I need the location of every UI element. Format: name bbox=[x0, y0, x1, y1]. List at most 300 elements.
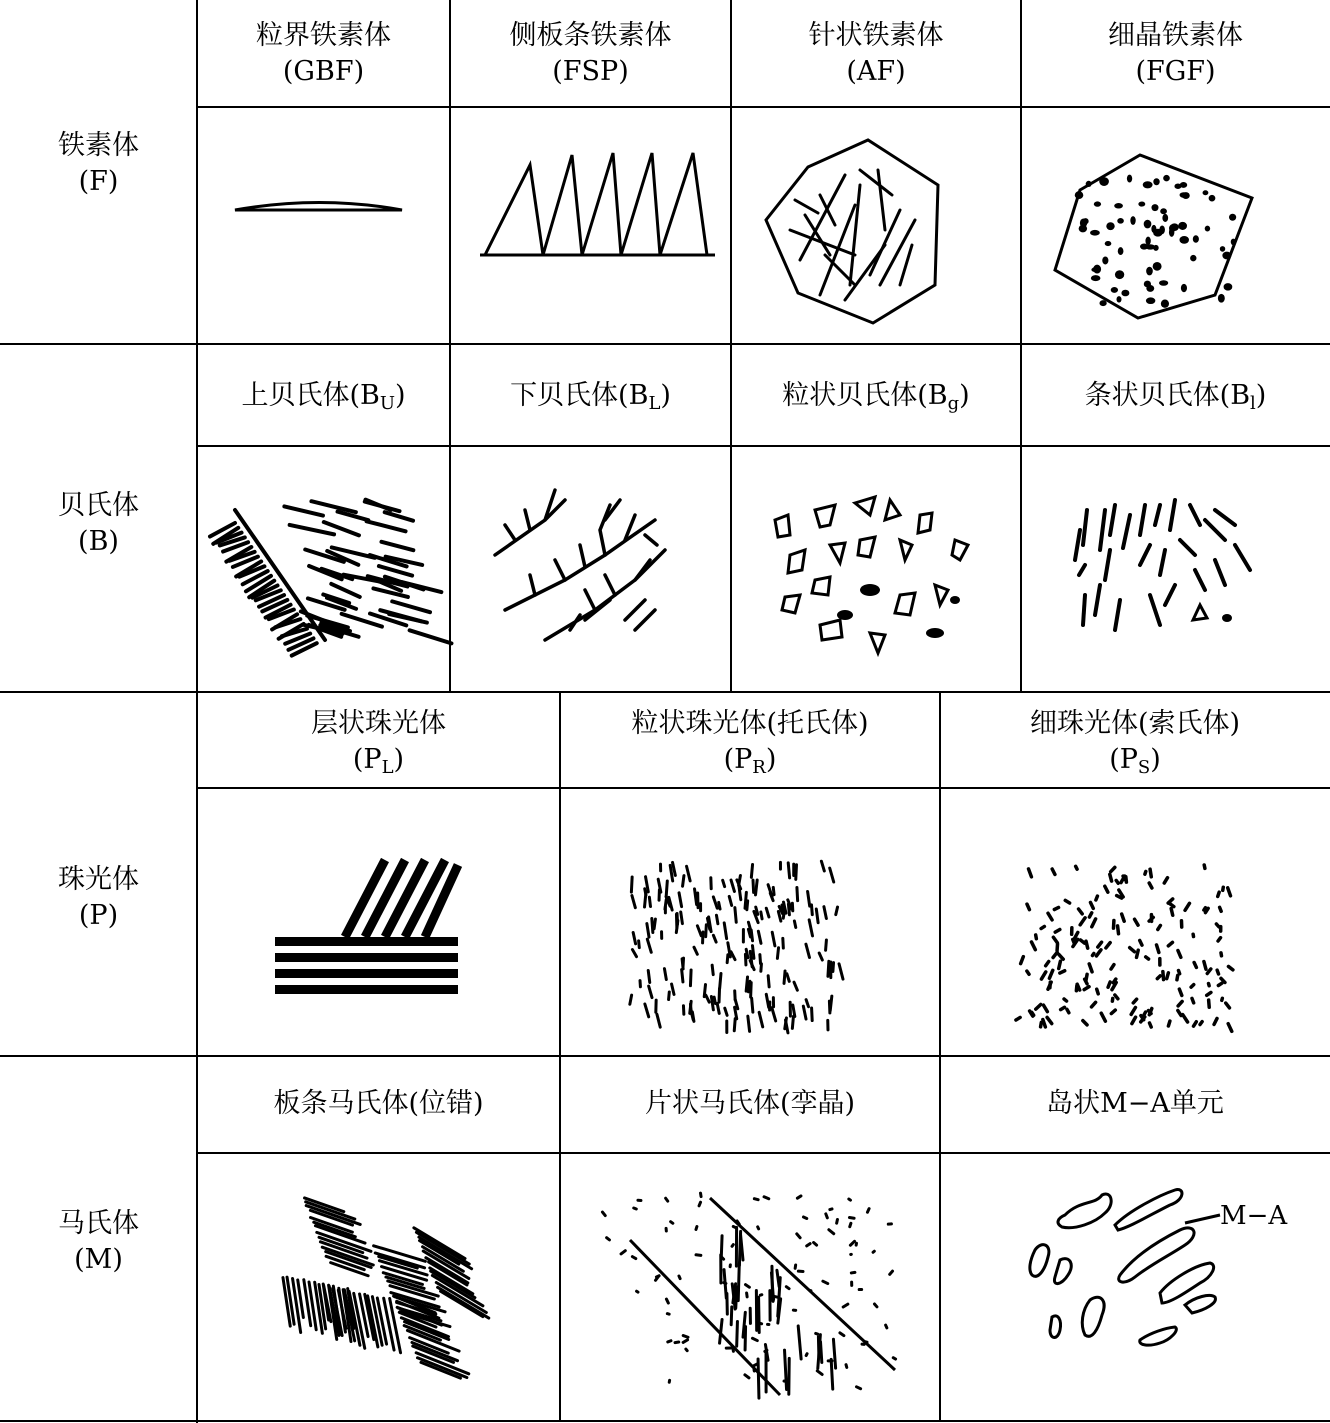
pm-speck bbox=[760, 1323, 762, 1324]
pr-particle bbox=[772, 932, 775, 946]
granular-bainite-illustration bbox=[760, 485, 980, 660]
fgf-dot bbox=[1169, 228, 1174, 237]
header-sub: l bbox=[1250, 393, 1256, 414]
pm-plate bbox=[821, 1342, 822, 1363]
pm-speck bbox=[732, 1245, 733, 1247]
pr-particle bbox=[777, 948, 778, 959]
ps-particle bbox=[1113, 979, 1116, 983]
pr-particle bbox=[664, 969, 666, 980]
pr-particle bbox=[648, 970, 650, 982]
bu-lath bbox=[284, 506, 323, 515]
ps-particle bbox=[1218, 938, 1220, 941]
ps-particle bbox=[1148, 1011, 1151, 1014]
pm-plate bbox=[833, 1339, 835, 1368]
pr-particle bbox=[768, 885, 772, 897]
ps-particle bbox=[1191, 985, 1194, 988]
pr-particle bbox=[645, 1004, 649, 1017]
fgf-dot bbox=[1224, 283, 1233, 291]
header-text: 条状贝氏体(B bbox=[1084, 380, 1251, 411]
header-text: 粒状贝氏体(B bbox=[782, 380, 948, 411]
pm-speck bbox=[829, 1230, 834, 1234]
category-ferrite bbox=[0, 128, 197, 200]
pm-speck bbox=[850, 1223, 851, 1226]
pr-particle bbox=[735, 908, 736, 923]
ps-particle bbox=[1091, 1002, 1095, 1007]
pr-particle bbox=[723, 880, 725, 886]
pm-plate bbox=[737, 1321, 738, 1346]
header-af bbox=[731, 18, 1021, 90]
header-name: 细珠光体(索氏体) bbox=[1029, 708, 1241, 739]
ps-particle bbox=[1052, 869, 1055, 874]
pm-speck bbox=[668, 1341, 671, 1342]
ps-particle bbox=[1092, 919, 1096, 927]
header-name: 粒界铁素体 bbox=[256, 20, 391, 51]
fgf-dot bbox=[1205, 226, 1210, 232]
header-ma-island bbox=[940, 1086, 1330, 1122]
pm-speck bbox=[675, 1342, 679, 1343]
fgf-dot bbox=[1086, 181, 1092, 187]
header-name: 片状马氏体(孪晶) bbox=[644, 1088, 856, 1119]
ps-particle bbox=[1122, 914, 1124, 921]
ps-particle bbox=[1137, 950, 1139, 957]
ps-particle bbox=[1061, 1007, 1065, 1009]
pm-speck bbox=[814, 1243, 817, 1246]
pm-speck bbox=[632, 1257, 635, 1259]
pm-speck bbox=[851, 1272, 855, 1273]
ps-particle bbox=[1054, 907, 1058, 909]
header-sub: U bbox=[379, 393, 395, 414]
header-pr bbox=[560, 706, 940, 778]
header-name bbox=[1021, 378, 1330, 414]
ps-particle bbox=[1194, 963, 1196, 968]
pr-particle bbox=[788, 904, 789, 915]
category-bainite bbox=[0, 488, 197, 560]
pm-speck bbox=[773, 1299, 774, 1301]
pr-particle bbox=[766, 908, 769, 917]
header-close: ) bbox=[660, 380, 671, 411]
pm-speck bbox=[786, 1287, 789, 1289]
ps-particle bbox=[1209, 1000, 1210, 1007]
fgf-dot bbox=[1153, 229, 1162, 237]
header-sub: S bbox=[1137, 757, 1151, 778]
ps-particle bbox=[1043, 1005, 1047, 1012]
pm-speck bbox=[754, 1199, 758, 1200]
pm-plate bbox=[738, 1263, 739, 1300]
fgf-dot bbox=[1181, 284, 1187, 292]
category-martensite bbox=[0, 1206, 197, 1278]
lm-lath bbox=[417, 1358, 466, 1378]
pr-particle bbox=[794, 982, 797, 990]
bu-lath bbox=[311, 501, 355, 512]
fgf-dot bbox=[1130, 216, 1135, 225]
pr-particle bbox=[666, 881, 667, 896]
pr-particle bbox=[694, 947, 697, 954]
header-sub: g bbox=[947, 393, 960, 414]
pr-particle bbox=[632, 950, 636, 957]
pr-particle bbox=[683, 876, 684, 887]
fgf-dot bbox=[1180, 192, 1188, 198]
pr-particle bbox=[819, 953, 822, 960]
ps-particle bbox=[1171, 909, 1173, 916]
pr-particle bbox=[731, 880, 734, 891]
ps-particle bbox=[1158, 925, 1161, 929]
fgf-dot bbox=[1100, 177, 1105, 182]
pm-speck bbox=[775, 1297, 778, 1298]
category-abbr: (M) bbox=[74, 1244, 123, 1275]
pm-plate bbox=[721, 1236, 722, 1256]
pr-particle bbox=[657, 1014, 660, 1027]
ps-particle bbox=[1221, 953, 1222, 956]
ps-particle bbox=[1115, 995, 1118, 999]
lm-lath bbox=[421, 1362, 460, 1378]
header-close: ) bbox=[1255, 380, 1267, 411]
pr-particle bbox=[711, 996, 713, 1009]
fgf-dot bbox=[1094, 201, 1101, 206]
ps-particle bbox=[1178, 1011, 1181, 1016]
pr-particle bbox=[652, 918, 653, 932]
ps-particle bbox=[1036, 935, 1037, 939]
pm-plate bbox=[831, 1359, 833, 1389]
pm-speck bbox=[637, 1291, 638, 1292]
header-close: ) bbox=[959, 380, 970, 411]
pr-particle bbox=[639, 941, 640, 948]
fgf-dot bbox=[1093, 265, 1101, 274]
pm-speck bbox=[864, 1342, 867, 1343]
header-name: 板条马氏体(位错) bbox=[273, 1088, 484, 1119]
fgf-dot bbox=[1146, 244, 1156, 249]
pr-particle bbox=[792, 1016, 793, 1028]
ps-particle bbox=[1220, 907, 1222, 911]
ps-particle bbox=[1200, 1022, 1202, 1025]
pr-particle bbox=[778, 911, 780, 921]
pm-plate bbox=[777, 1270, 779, 1286]
pr-particle bbox=[697, 926, 701, 936]
header-close: ) bbox=[1150, 744, 1161, 775]
ps-particle bbox=[1065, 900, 1069, 903]
pm-plate bbox=[731, 1307, 732, 1325]
fgf-dot bbox=[1105, 241, 1112, 246]
pr-particle bbox=[714, 997, 715, 1003]
ps-particle bbox=[1140, 940, 1142, 945]
ps-particle bbox=[1164, 878, 1167, 883]
pr-particle bbox=[682, 970, 683, 982]
pm-speck bbox=[737, 1221, 739, 1224]
category-abbr: (P) bbox=[78, 900, 119, 931]
pr-particle bbox=[826, 940, 827, 950]
category-name: 珠光体 bbox=[58, 864, 139, 895]
pm-speck bbox=[746, 1285, 750, 1288]
header-bu bbox=[197, 378, 450, 414]
plate-martensite-illustration bbox=[600, 1190, 905, 1395]
fgf-dot bbox=[1179, 236, 1189, 244]
ps-particle bbox=[1027, 971, 1029, 974]
pr-particle bbox=[734, 1019, 735, 1031]
ps-particle bbox=[1080, 918, 1085, 925]
pr-particle bbox=[729, 896, 731, 905]
pr-particle bbox=[645, 889, 646, 895]
header-abbr: (GBF) bbox=[282, 56, 365, 87]
ps-particle bbox=[1218, 892, 1219, 896]
pr-particle bbox=[654, 919, 655, 929]
fsp-illustration bbox=[475, 145, 725, 265]
fgf-dot bbox=[1231, 239, 1236, 246]
ps-particle bbox=[1041, 926, 1044, 928]
fgf-dot bbox=[1178, 222, 1187, 230]
ps-particle bbox=[1194, 1022, 1197, 1026]
pr-particle bbox=[683, 958, 684, 967]
ps-particle bbox=[1216, 924, 1219, 927]
bu-lath bbox=[331, 584, 359, 597]
pr-particle bbox=[806, 1000, 808, 1007]
ps-particle bbox=[1214, 1018, 1217, 1024]
pr-particle bbox=[687, 866, 691, 881]
pr-particle bbox=[748, 1016, 750, 1031]
header-name: 岛状M−A单元 bbox=[1046, 1088, 1224, 1119]
pm-speck bbox=[850, 1241, 854, 1245]
header-close: ) bbox=[393, 744, 405, 775]
fgf-dot bbox=[1145, 237, 1150, 246]
fgf-dot bbox=[1075, 191, 1084, 199]
ps-particle bbox=[1101, 1013, 1105, 1021]
pr-particle bbox=[783, 910, 784, 918]
fgf-dot bbox=[1209, 195, 1216, 202]
pr-particle bbox=[649, 986, 652, 997]
header-abbr bbox=[940, 742, 1330, 778]
fgf-dot bbox=[1193, 235, 1199, 243]
ma-annotation: M−A bbox=[1220, 1201, 1288, 1231]
pr-particle bbox=[836, 907, 838, 915]
gbf-illustration bbox=[230, 190, 410, 220]
ps-particle bbox=[1168, 942, 1172, 945]
pr-particle bbox=[713, 897, 717, 908]
pm-speck bbox=[886, 1325, 887, 1328]
pr-particle bbox=[761, 912, 762, 919]
header-name: 粒状珠光体(托氏体) bbox=[631, 708, 869, 739]
pr-particle bbox=[669, 992, 670, 1000]
pm-speck bbox=[721, 1257, 723, 1260]
fgf-dot bbox=[1091, 275, 1100, 281]
pm-speck bbox=[753, 1364, 757, 1366]
header-abbr: (FSP) bbox=[552, 56, 629, 87]
pr-particle bbox=[727, 955, 728, 963]
header-abbr-text: (P bbox=[723, 744, 753, 775]
pr-particle bbox=[787, 974, 789, 982]
ps-particle bbox=[1086, 941, 1088, 948]
fgf-dot bbox=[1117, 218, 1124, 224]
header-bl2 bbox=[1021, 378, 1330, 414]
header-pl bbox=[197, 706, 560, 778]
pr-particle bbox=[647, 939, 651, 952]
fgf-dot bbox=[1151, 204, 1158, 211]
category-abbr: (B) bbox=[78, 526, 119, 557]
ps-particle bbox=[1178, 951, 1181, 958]
fgf-dot bbox=[1218, 294, 1225, 303]
ps-particle bbox=[1192, 998, 1194, 1002]
pm-speck bbox=[683, 1340, 687, 1343]
lower-bainite-illustration bbox=[485, 480, 685, 650]
pr-particle bbox=[768, 976, 769, 987]
pr-particle bbox=[785, 1020, 787, 1033]
fgf-dot bbox=[1174, 184, 1181, 189]
ps-particle bbox=[1150, 869, 1151, 877]
ps-particle bbox=[1178, 1001, 1182, 1005]
pm-speck bbox=[826, 1214, 828, 1218]
pm-speck bbox=[764, 1197, 769, 1199]
fgf-dot bbox=[1159, 280, 1168, 286]
header-text: 上贝氏体(B bbox=[241, 380, 380, 411]
pr-particle bbox=[806, 944, 810, 957]
ps-particle bbox=[1207, 969, 1211, 973]
ps-particle bbox=[1096, 950, 1101, 956]
ps-particle bbox=[1016, 1017, 1020, 1020]
pm-plate bbox=[720, 1320, 723, 1344]
pr-particle bbox=[748, 929, 750, 937]
bu-lath bbox=[367, 521, 406, 531]
pm-speck bbox=[803, 1217, 806, 1219]
header-name: 细晶铁素体 bbox=[1108, 20, 1243, 51]
ps-particle bbox=[1041, 1022, 1042, 1026]
pr-particle bbox=[761, 964, 762, 971]
pm-speck bbox=[607, 1238, 610, 1240]
pr-particle bbox=[758, 931, 761, 943]
ps-particle bbox=[1036, 1004, 1041, 1009]
ps-particle bbox=[1079, 909, 1083, 914]
ps-particle bbox=[1031, 942, 1035, 950]
pr-particle bbox=[731, 952, 735, 960]
pr-particle bbox=[672, 984, 674, 994]
header-abbr bbox=[197, 742, 560, 778]
pr-particle bbox=[720, 973, 721, 988]
ps-particle bbox=[1228, 966, 1232, 969]
ps-particle bbox=[1133, 999, 1136, 1003]
pm-speck bbox=[733, 1226, 736, 1227]
ps-particle bbox=[1047, 1017, 1052, 1023]
fgf-dot bbox=[1111, 287, 1118, 293]
header-abbr-text: (P bbox=[352, 744, 382, 775]
pm-speck bbox=[621, 1251, 625, 1254]
fgf-dot bbox=[1127, 175, 1132, 183]
fgf-dot bbox=[1153, 262, 1162, 271]
pr-particle bbox=[833, 963, 834, 972]
pr-particle bbox=[797, 888, 798, 901]
granular-pearlite-illustration bbox=[620, 850, 850, 1035]
pm-speck bbox=[857, 1387, 861, 1389]
pr-particle bbox=[747, 901, 748, 910]
pr-particle bbox=[752, 946, 753, 959]
ps-particle bbox=[1226, 1003, 1230, 1008]
ps-particle bbox=[1086, 974, 1087, 980]
ps-particle bbox=[1055, 929, 1060, 932]
ps-particle bbox=[1157, 976, 1160, 979]
ps-particle bbox=[1059, 954, 1063, 959]
ps-particle bbox=[1089, 913, 1091, 917]
pm-speck bbox=[849, 1218, 854, 1219]
ps-particle bbox=[1145, 871, 1146, 874]
pm-speck bbox=[701, 1193, 702, 1196]
header-name bbox=[197, 378, 450, 414]
ps-particle bbox=[1108, 982, 1110, 987]
lath-bainite-illustration bbox=[1065, 490, 1265, 640]
pm-speck bbox=[683, 1336, 688, 1338]
bu-lath bbox=[392, 601, 430, 612]
ps-particle bbox=[1032, 1012, 1034, 1015]
pr-particle bbox=[631, 877, 632, 892]
pr-particle bbox=[809, 920, 812, 936]
ps-particle bbox=[1110, 874, 1112, 881]
pr-particle bbox=[716, 915, 717, 923]
pr-particle bbox=[719, 902, 720, 909]
pm-speck bbox=[733, 1347, 734, 1351]
fgf-dot bbox=[1146, 285, 1154, 292]
ps-particle bbox=[1090, 902, 1093, 908]
ps-particle bbox=[1217, 970, 1218, 974]
pm-speck bbox=[893, 1358, 895, 1359]
fgf-dot bbox=[1162, 214, 1168, 222]
ps-particle bbox=[1111, 1010, 1115, 1013]
lamellar-pearlite-illustration bbox=[270, 855, 470, 1005]
ps-particle bbox=[1041, 972, 1045, 979]
pm-speck bbox=[666, 1299, 668, 1303]
pr-particle bbox=[812, 1008, 813, 1021]
pr-particle bbox=[630, 995, 632, 1004]
fgf-dot bbox=[1229, 214, 1236, 221]
pr-particle bbox=[649, 897, 650, 906]
pm-speck bbox=[679, 1276, 680, 1279]
pm-speck bbox=[797, 1234, 800, 1238]
pm-speck bbox=[816, 1333, 818, 1334]
pr-particle bbox=[821, 861, 824, 871]
pr-particle bbox=[816, 909, 818, 923]
pr-particle bbox=[760, 955, 761, 964]
ps-particle bbox=[1185, 903, 1189, 910]
pm-speck bbox=[671, 1222, 673, 1224]
af-illustration bbox=[760, 135, 950, 330]
ps-particle bbox=[1027, 904, 1029, 909]
ps-particle bbox=[1098, 942, 1102, 947]
ps-particle bbox=[1179, 989, 1181, 995]
ps-particle bbox=[1178, 971, 1179, 974]
ps-particle bbox=[1130, 948, 1135, 952]
pr-particle bbox=[724, 923, 726, 939]
ps-particle bbox=[1218, 983, 1222, 985]
fgf-dot bbox=[1102, 257, 1108, 265]
header-name: 侧板条铁素体 bbox=[509, 20, 672, 51]
pr-particle bbox=[750, 961, 754, 970]
pm-plate bbox=[759, 1297, 760, 1332]
pr-particle bbox=[803, 1006, 806, 1019]
pr-particle bbox=[706, 925, 707, 937]
category-name: 马氏体 bbox=[58, 1208, 139, 1239]
header-name: 针状铁素体 bbox=[808, 20, 944, 51]
ps-particle bbox=[1076, 866, 1077, 869]
ps-particle bbox=[1049, 970, 1052, 978]
pr-particle bbox=[690, 970, 691, 986]
bu-lath bbox=[410, 630, 452, 643]
ps-particle bbox=[1111, 965, 1114, 969]
fgf-dot bbox=[1190, 255, 1196, 261]
fgf-dot bbox=[1099, 300, 1106, 306]
ps-particle bbox=[1209, 984, 1210, 986]
header-bg bbox=[731, 378, 1021, 414]
ps-particle bbox=[1168, 1021, 1169, 1026]
ps-particle bbox=[1060, 971, 1065, 973]
ps-particle bbox=[1146, 957, 1149, 959]
fgf-dot bbox=[1163, 175, 1170, 181]
pr-particle bbox=[794, 921, 795, 927]
header-abbr-text: (P bbox=[1109, 744, 1138, 775]
pr-particle bbox=[796, 865, 797, 880]
fgf-dot bbox=[1090, 230, 1100, 236]
